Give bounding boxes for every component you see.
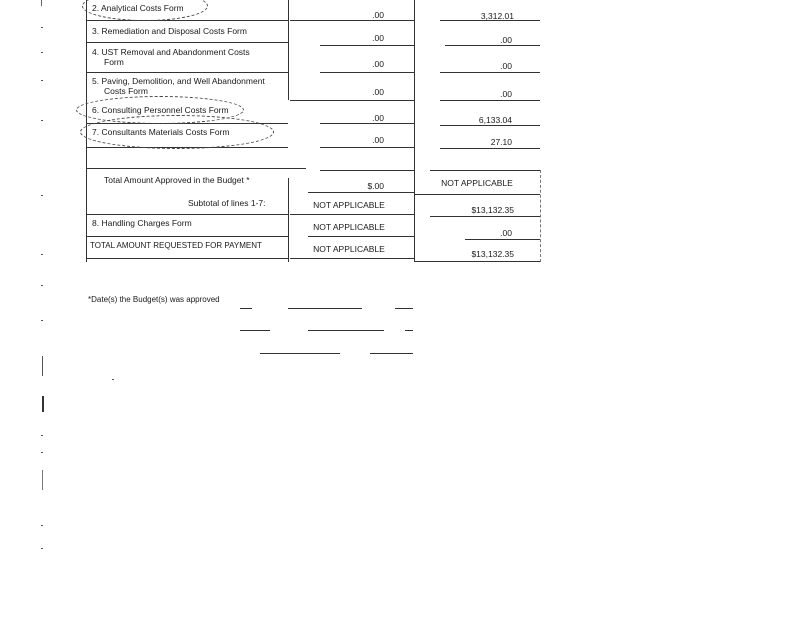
scan-speck <box>41 52 43 53</box>
row-budget-consulting-personnel: .00 <box>372 113 384 123</box>
scan-speck <box>41 254 43 255</box>
row-requested-ust: .00 <box>500 61 512 71</box>
row-rule <box>308 236 414 237</box>
total-approved-budget: $.00 <box>367 181 384 191</box>
row-rule <box>86 42 288 43</box>
row-rule <box>414 261 540 262</box>
subtotal-budget: NOT APPLICABLE <box>313 200 385 210</box>
row-rule <box>290 20 414 21</box>
row-budget-ust: .00 <box>372 59 384 69</box>
circle-annotation-consultants-materials <box>80 115 274 149</box>
row-rule <box>440 100 540 101</box>
scan-mark <box>42 396 44 412</box>
row-rule <box>430 170 540 171</box>
handling-label: 8. Handling Charges Form <box>92 218 192 228</box>
date-line <box>370 353 413 354</box>
scan-speck <box>41 320 43 321</box>
row-rule <box>86 168 306 169</box>
row-rule <box>86 20 288 21</box>
row-rule <box>320 45 414 46</box>
table-right-border <box>540 170 541 262</box>
scan-speck <box>41 27 43 28</box>
scan-mark <box>42 470 43 490</box>
scan-speck <box>112 379 114 380</box>
total-requested-budget: NOT APPLICABLE <box>313 244 385 254</box>
row-rule <box>440 148 540 149</box>
row-requested-consultants-materials: 27.10 <box>490 137 512 147</box>
row-rule <box>440 72 540 73</box>
circle-annotation-analytical <box>82 0 208 21</box>
total-approved-requested: NOT APPLICABLE <box>441 178 513 188</box>
column-divider-label <box>288 0 289 100</box>
row-rule <box>320 170 414 171</box>
row-rule <box>86 72 288 73</box>
row-budget-paving: .00 <box>372 87 384 97</box>
date-line <box>240 308 252 309</box>
scan-speck <box>41 285 43 286</box>
date-line <box>308 330 384 331</box>
date-line <box>395 308 413 309</box>
handling-requested: .00 <box>500 228 512 238</box>
row-label-consulting-personnel: 6. Consulting Personnel Costs Form <box>92 105 229 115</box>
row-rule <box>86 258 288 259</box>
row-rule <box>445 45 540 46</box>
row-rule <box>465 239 540 240</box>
column-divider-label-lower <box>288 178 289 262</box>
row-budget-consultants-materials: .00 <box>372 135 384 145</box>
subtotal-requested: $13,132.35 <box>471 205 514 215</box>
date-line <box>405 330 413 331</box>
scan-speck <box>41 525 43 526</box>
footnote-budget-approval-date: *Date(s) the Budget(s) was approved <box>88 295 220 304</box>
row-requested-consulting-personnel: 6,133.04 <box>478 115 512 125</box>
date-line <box>240 330 270 331</box>
row-rule <box>290 100 414 101</box>
row-label-paving: 5. Paving, Demolition, and Well Abandonment <box>92 76 265 86</box>
row-rule <box>290 258 414 259</box>
column-divider-budget <box>414 0 415 262</box>
row-rule <box>430 216 540 217</box>
scan-speck <box>41 195 43 196</box>
row-label-analytical: 2. Analytical Costs Form <box>92 3 184 13</box>
total-requested-label: TOTAL AMOUNT REQUESTED FOR PAYMENT <box>90 241 262 250</box>
row-label-paving-line2: Costs Form <box>104 86 148 96</box>
row-rule <box>308 192 414 193</box>
row-requested-remediation: .00 <box>500 35 512 45</box>
scan-speck <box>41 435 43 436</box>
row-rule <box>290 214 414 215</box>
total-approved-label: Total Amount Approved in the Budget * <box>104 175 250 185</box>
date-line <box>260 353 340 354</box>
scan-speck <box>41 120 43 121</box>
row-label-consultants-materials: 7. Consultants Materials Costs Form <box>92 127 230 137</box>
scan-mark <box>41 0 42 6</box>
row-budget-remediation: .00 <box>372 33 384 43</box>
row-rule <box>440 125 540 126</box>
scan-speck <box>41 452 43 453</box>
row-label-ust: 4. UST Removal and Abandonment Costs <box>92 47 250 57</box>
row-rule <box>86 236 288 237</box>
row-rule <box>320 147 414 148</box>
row-rule <box>414 194 540 195</box>
row-label-remediation: 3. Remediation and Disposal Costs Form <box>92 26 247 36</box>
row-requested-analytical: 3,312.01 <box>480 11 514 21</box>
scan-speck <box>41 548 43 549</box>
row-requested-paving: .00 <box>500 89 512 99</box>
row-budget-analytical: .00 <box>372 10 384 20</box>
row-label-ust-line2: Form <box>104 57 124 67</box>
subtotal-label: Subtotal of lines 1-7: <box>188 198 266 208</box>
row-rule <box>86 214 288 215</box>
handling-budget: NOT APPLICABLE <box>313 222 385 232</box>
scan-mark <box>42 356 43 376</box>
total-requested-requested: $13,132.35 <box>471 249 514 259</box>
date-line <box>288 308 362 309</box>
row-rule <box>320 123 414 124</box>
row-rule <box>320 72 414 73</box>
scan-speck <box>41 80 43 81</box>
